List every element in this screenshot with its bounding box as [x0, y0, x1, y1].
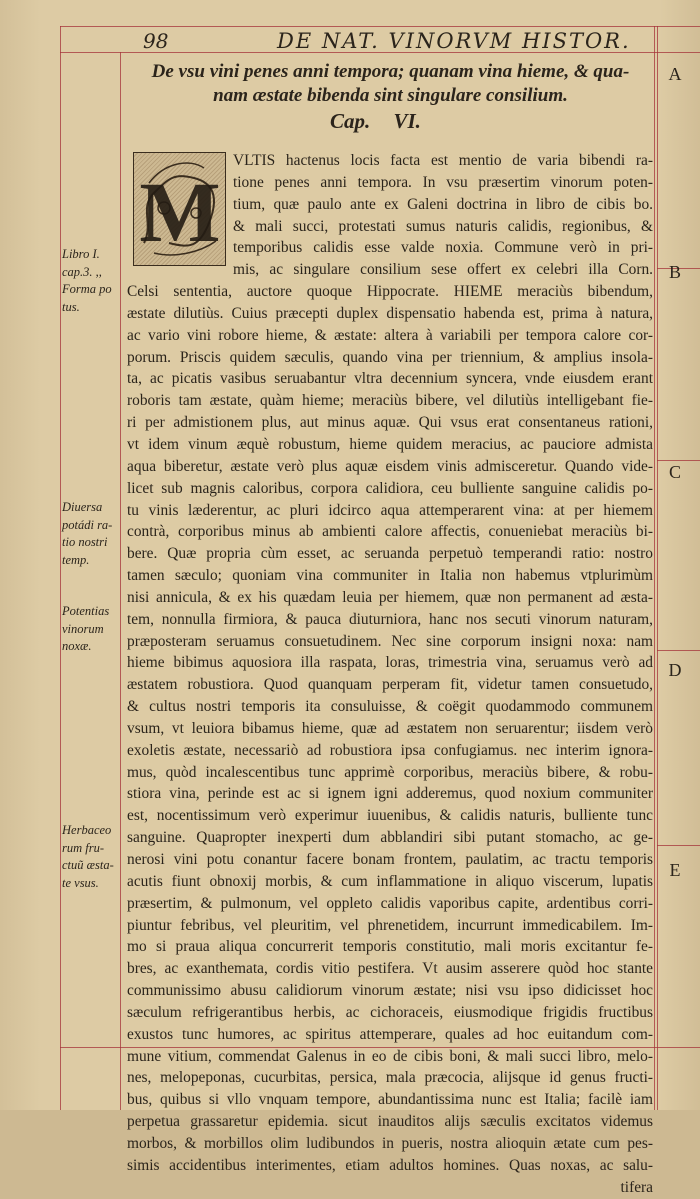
page-number: 98 [143, 29, 169, 53]
margin-note: Herbaceo rum fru- ctuũ æsta- te vsus. [62, 823, 114, 890]
body-line: licet sub magnis caloribus, corpora calidiora, ceu bulliente sanguine calidis po- [127, 479, 653, 497]
margin-note: Potentias vinorum noxæ. [62, 604, 110, 653]
body-line: roboris tam æstate, quàm hieme; meraciùs bibere, vel dilutiùs intelligebant fie- [127, 392, 653, 410]
body-line: stiora vina, perinde est ac si ignem igni adderemus, quod noxium communiter [127, 785, 653, 803]
body-line: nes, melopeponas, cucurbitas, persica, mala præcocia, alijsque id genus fructi- [127, 1069, 653, 1087]
decorated-initial [133, 152, 226, 266]
body-line: est, nocentissimum verò experimur iuuenibus, & calidis naturis, bulliente tunc [127, 807, 653, 825]
red-rule-section-divider [657, 460, 700, 461]
margin-note: Diuersa potádi ra- tio nostri temp. [62, 500, 113, 567]
margin-note: Libro I. cap.3. ,, Forma po tus. [62, 247, 112, 314]
body-line: præsertim, & pulmonum, vel oppleto calidis vaporibus capite, ardentibus corri- [127, 894, 653, 912]
body-line: Celsi sententia, auctore quoque Hippocrate. HIEME meraciùs bibendum, [127, 283, 653, 301]
body-line: tem, nonnulla firmiora, & pauca diuturniora, hanc nos secuti vinorum naturam, [127, 610, 653, 628]
body-line: porum. Priscis quidem sæculis, quando vina per triennium, & amplius insola- [127, 348, 653, 366]
red-rule-section-divider [657, 845, 700, 846]
section-letter-e: E [669, 860, 681, 880]
chapter-title-line: De vsu vini penes anni tempora; quanam vina hieme, & qua- [151, 61, 630, 82]
body-line: mo si praua aliqua concurrerit temporis constitutio, mali moris excitantur fe- [127, 938, 653, 956]
body-line: hieme bibimus aquosiora illa raspata, loras, trimestria vina, seruamus verò ad [127, 654, 653, 672]
red-rule-section-divider [657, 650, 700, 651]
body-line: sanguine. Quapropter inexperti dum abblandiri sibi putant stomacho, ac ge- [127, 829, 653, 847]
initial-letter: M [139, 164, 221, 260]
body-line: mis, ac singulare consilium sese offert ex celebri illa Corn. [233, 261, 653, 279]
body-line: bere. Quæ propria cùm esset, ac seruanda perpetuò temperandi ratio: nostro [127, 545, 653, 563]
body-line: piuntur febribus, vel pleuritim, vel phrenetidem, incurrunt immedicabilem. Im- [127, 916, 653, 934]
body-line: æstate dilutiùs. Cuius præcepti duplex dispensatio habenda est, prima à natura, [127, 304, 653, 322]
body-line: simis accidentibus interimentes, etiam adultos homines. Quas noxas, ac salu- [127, 1156, 653, 1174]
body-line: & cultus nostri temporis ita consuluisse, & coëgit quodammodo communem [127, 698, 653, 716]
body-line: tu vinis læderentur, ac pluri idcirco aqua attemperarent vina: at per hiemem [127, 501, 653, 519]
red-rule-top [60, 26, 700, 27]
chapter-title-line: nam æstate bibenda sint singulare consilium. [213, 85, 568, 106]
body-line: tione penes anni tempora. In vsu præsertim vinorum poten- [233, 173, 653, 191]
body-line: temporibus calidis esse valde noxia. Commune verò in pri- [233, 239, 653, 257]
body-line: nisi annicula, & ex his quædam leuia per hiemem, quæ non permanent ad æsta- [127, 588, 653, 606]
body-line: ac vario vini robore hieme, & æstate: altera à variabili per tempora calore cor- [127, 326, 653, 344]
running-title: DE NAT. VINORVM HISTOR. [277, 29, 631, 53]
body-line: contrà, corporibus minus ab ambienti calore affectis, conueniebat meraciùs bi- [127, 523, 653, 541]
body-line: æstatem robustiora. Quod quanquam perperam fit, videtur tamen consuetudo, [127, 676, 653, 694]
red-rule-left-outer [60, 26, 61, 1110]
body-line: vsum, vt leuiora bibamus hieme, quæ ad æstatem non seruarentur; iisdem verò [127, 719, 653, 737]
body-line: nerosi vini potu conantur facere bonam frontem, paulatim, ac tractu temporis [127, 851, 653, 868]
body-line: tium, quæ paulo ante ex Galeni doctrina in libro de cibis bo. [233, 195, 653, 213]
body-line: mus, quòd incalescentibus tunc apprimè corporibus, meraciùs bibere, & robu- [127, 763, 653, 781]
body-line: exoletis æstate, necessariò ad robustiora ipsa confugiamus. nec interim ignora- [127, 741, 653, 759]
section-letter-b: B [668, 262, 681, 282]
body-line: tifera [620, 1178, 653, 1196]
running-header [62, 28, 652, 52]
body-line: sæculum refrigerantibus herbis, ac cichoraceis, eiusmodique frigidis fructibus [127, 1003, 653, 1021]
red-rule-right-inner [654, 26, 655, 1110]
body-line: exustos tunc humores, ac spiritus attemperare, quales ad hoc euitandum com- [127, 1025, 653, 1043]
body-line: ri per admistionem plus, aut minus aquæ. Qui vsus erat consentaneus rationi, [127, 414, 653, 432]
section-letter-a: A [668, 64, 682, 84]
red-rule-right-outer [657, 26, 658, 1110]
chapter-title [128, 60, 653, 108]
body-line: & mali succi, protestati sumus naturis calidis, regionibus, & [233, 217, 653, 235]
red-rule-left-inner [120, 52, 121, 1110]
body-line: præposteram seruamus consuetudinem. Nec sine corporum insigni noxa: nam [127, 632, 653, 650]
body-line: tamen sæculo; quoniam vina communiter in Italia non habemus vtplurimùm [127, 567, 653, 585]
body-line: morbos, & morbillos olim ludibundos in pueris, nostra alioquin ætate cum pes- [127, 1134, 653, 1152]
body-line: bus, quibus si vllo vnquam tempore, abundantissima nunc est Italia; facilè iam [127, 1091, 653, 1109]
section-letter-d: D [668, 660, 682, 680]
body-line: perpetua grassaretur epidemia. sicut inauditos alijs sæculis excitatos videmus [127, 1113, 653, 1131]
body-line: bres, ac exanthemata, cordis vitio pestifera. Vt ausim asserere quòd hoc stante [127, 960, 653, 978]
foliage-ornament-icon [134, 153, 226, 266]
chapter-number: Cap. VI. [330, 109, 421, 133]
body-line: ta, ac picatis vasibus seruabantur vltra decennium syncera, vnde eiusdem erant [127, 370, 653, 388]
body-line: VLTIS hactenus locis facta est mentio de varia bibendi ra- [233, 152, 653, 169]
body-line: aqua biberetur, æstate verò plus aquæ eisdem vinis admisceretur. Quando vide- [127, 457, 653, 475]
body-line: communissimo abusu calidiorum vinorum æstate; nisi vsu ipso didicisset hoc [127, 982, 653, 1000]
body-line: mune vitium, commendat Galenus in eo de cibis boni, & mali succi libro, melo- [127, 1047, 653, 1065]
body-line: vt idem vinum æquè robustum, hieme quidem meracius, ac pauciore admista [127, 435, 653, 453]
body-line: acutis fiunt obnoxij morbis, & cum inflammatione in aliquo viscerum, lupatis [127, 872, 653, 890]
section-letter-c: C [668, 462, 681, 482]
body-text [127, 150, 653, 1199]
